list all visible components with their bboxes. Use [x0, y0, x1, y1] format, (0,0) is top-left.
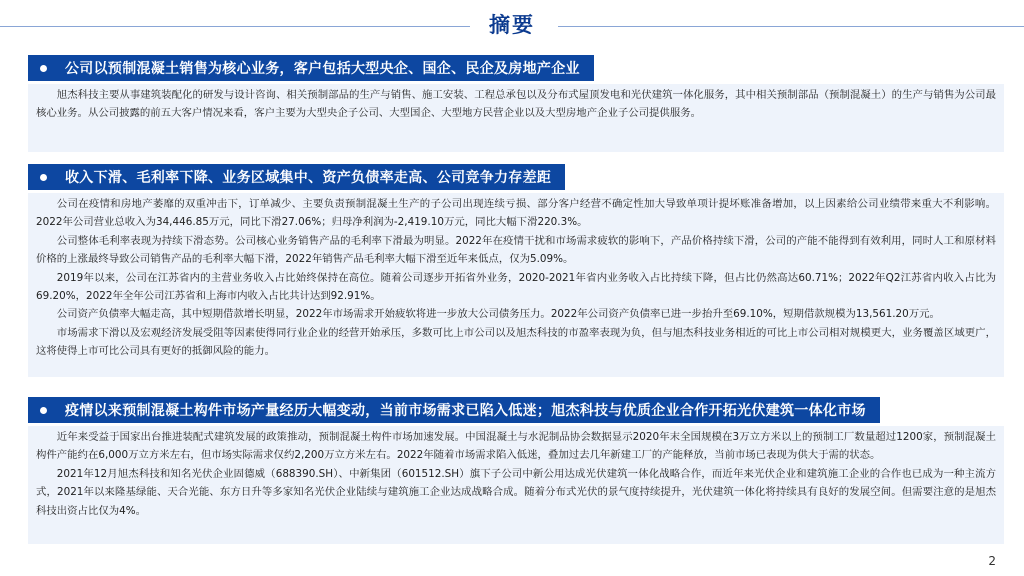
body-paragraph: 旭杰科技主要从事建筑装配化的研发与设计咨询、相关预制部品的生产与销售、施工安装、工程总承包以及分布式屋顶发电和光伏建筑一体化服务，其中相关预制部品（预制混凝土）的生产与销售为公司最核心业务。从公司披露的前五大客户情况来看，客户主要为大型央企子公司、大型国企、大型地方民营企业以及大型房地产企业子公司提供服务。 [36, 89, 996, 120]
section-body-panel [28, 426, 1004, 544]
bullet-dot-icon [40, 174, 47, 181]
page-title: 摘要 [489, 13, 535, 37]
section-body-panel [28, 193, 1004, 377]
section-heading-text: 收入下滑、毛利率下降、业务区域集中、资产负债率走高、公司竞争力存差距 [65, 170, 552, 186]
body-paragraph: 2021年12月旭杰科技和知名光伏企业固德威（688390.SH）、中新集团（601512.SH）旗下子公司中新公用达成光伏建筑一体化战略合作，而近年来光伏企业和建筑施工企业的合作也已成为一种主流方式，2021年以来隆基绿能、天合光能、东方日升等多家知名光伏企业陆续与建筑施工企业达成战略合成。随着分布式光伏的景气度持续提升，光伏建筑一体化将持续具有良好的发展空间。但需要注意的是旭杰科技出资占比仅为4%。 [36, 467, 996, 517]
section-heading-banner [28, 164, 565, 190]
bullet-dot-icon [40, 407, 47, 414]
title-divider-right [558, 26, 1024, 27]
title-divider-left [0, 26, 470, 27]
body-paragraph: 2019年以来，公司在江苏省内的主营业务收入占比始终保持在高位。随着公司逐步开拓省外业务，2020-2021年省内业务收入占比持续下降，但占比仍然高达60.71%；2022年Q2江苏省内收入占比为69.20%，2022年全年公司江苏省和上海市内收入占比共计达到92.91%。 [36, 271, 996, 303]
section-heading-banner [28, 55, 594, 81]
section-body-panel [28, 84, 1004, 152]
section-heading-text: 公司以预制混凝土销售为核心业务，客户包括大型央企、国企、民企及房地产企业 [65, 61, 580, 77]
body-paragraph: 市场需求下滑以及宏观经济发展受阻等因素使得同行业企业的经营开始承压，多数可比上市公司以及旭杰科技的市盈率表现为负，但与旭杰科技业务相近的可比上市公司相对规模更大，业务覆盖区域更广，这将使得上市可比公司具有更好的抵御风险的能力。 [36, 326, 996, 358]
body-paragraph: 近年来受益于国家出台推进装配式建筑发展的政策推动，预制混凝土构件市场加速发展。中国混凝土与水泥制品协会数据显示2020年末全国规模在3万立方米以上的预制工厂数量超过1200家，预制混凝土构件产能约在6,000万立方米左右，但市场实际需求仅约2,200万立方米左右。2022年随着市场需求陷入低迷，叠加过去几年新建工厂的产能释放，当前市场已表现为供大于需的状态。 [36, 431, 996, 462]
bullet-dot-icon [40, 65, 47, 72]
section-heading-text: 疫情以来预制混凝土构件市场产量经历大幅变动，当前市场需求已陷入低迷；旭杰科技与优质企业合作开拓光伏建筑一体化市场 [65, 403, 866, 419]
body-paragraph: 公司在疫情和房地产萎靡的双重冲击下，订单减少、主要负责预制混凝土生产的子公司出现连续亏损、部分客户经营不确定性加大导致单项计提坏账准备增加，以上因素给公司业绩带来重大不利影响。2022年公司营业总收入为34,446.85万元，同比下滑27.06%；归母净利润为-2,419.10万元，同比大幅下滑220.3%。 [36, 198, 996, 229]
body-paragraph: 公司资产负债率大幅走高，其中短期借款增长明显，2022年市场需求开始疲软将进一步放大公司债务压力。2022年公司资产负债率已进一步抬升至69.10%，短期借款规模为13,561.20万元。 [56, 308, 940, 321]
section-heading-banner [28, 397, 880, 423]
body-paragraph: 公司整体毛利率表现为持续下滑态势。公司核心业务销售产品的毛利率下滑最为明显。2022年在疫情干扰和市场需求疲软的影响下，产品价格持续下滑，公司的产能不能得到有效利用，同时人工和原材料价格的上涨最终导致公司销售产品的毛利率大幅下滑，2022年销售产品毛利率大幅下滑至近年来低点，仅为5.09%。 [36, 234, 996, 266]
page-number: 2 [988, 554, 996, 568]
